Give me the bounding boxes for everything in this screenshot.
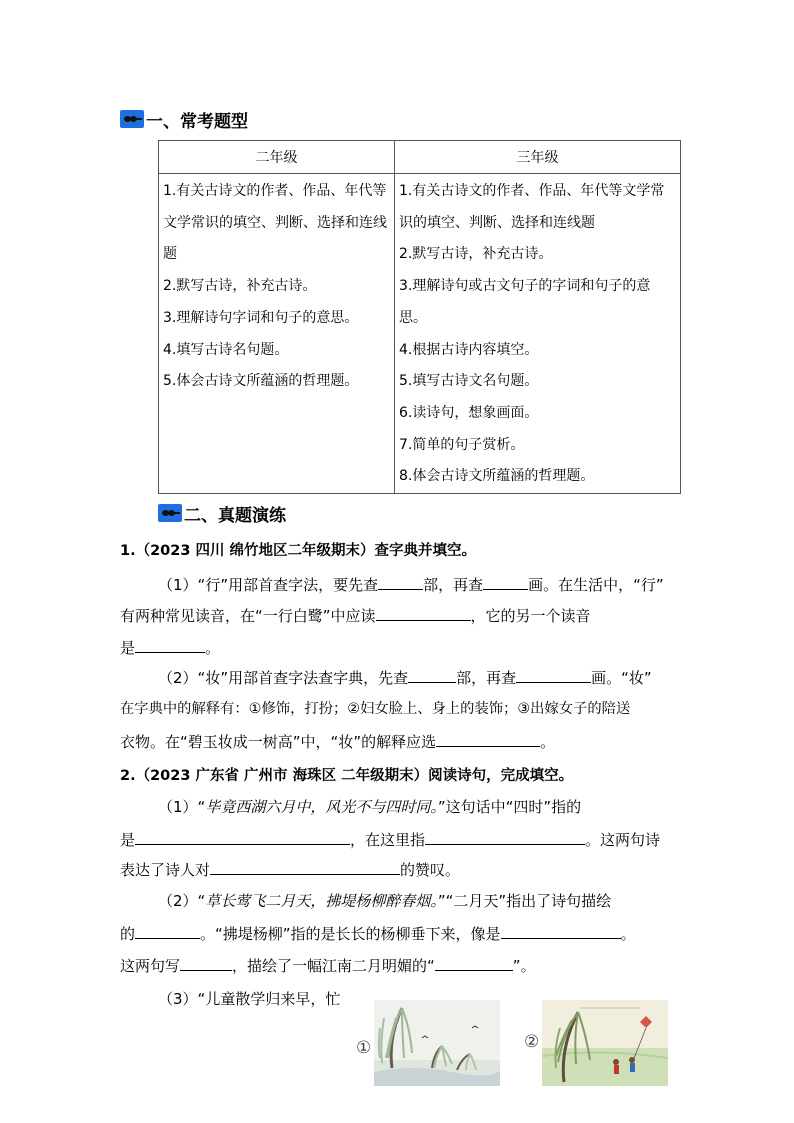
answer-blank[interactable] (135, 828, 350, 845)
q1-part1-line3: 是 。 (120, 636, 220, 658)
link-icon (158, 504, 182, 522)
grade3-cell (395, 174, 681, 494)
answer-blank[interactable] (436, 730, 540, 747)
q1-part2-line2: 在字典中的解释有：①修饰，打扮；②妇女脸上、身上的装饰；③出嫁女子的陪送 (120, 701, 631, 717)
q2-part3-line1: （3）“儿童散学归来早，忙 (158, 990, 341, 1008)
answer-blank[interactable] (425, 828, 585, 845)
q2-part1-line3: 表达了诗人对 的赞叹。 (120, 858, 460, 880)
list-item: 7.简单的句子赏析。 (399, 436, 525, 453)
list-item: 8.体会古诗文所蕴涵的哲理题。 (399, 468, 595, 485)
list-item: 3.理解诗句字词和句子的意思。 (163, 309, 359, 326)
section-title-2-text: 二、真题演练 (184, 505, 286, 526)
poem-line: 草长莺飞二月天，拂堤杨柳醉春烟。 (205, 892, 438, 910)
answer-blank[interactable] (376, 604, 471, 621)
answer-blank[interactable] (135, 636, 205, 653)
answer-blank[interactable] (378, 573, 423, 590)
question-type-table (158, 140, 681, 494)
q1-part2-line1: （2）“妆”用部首查字法查字典，先查 部，再查 画。“妆” (158, 666, 652, 688)
picture-label-2: ② (524, 1032, 540, 1052)
illustration-2 (520, 998, 670, 1088)
answer-blank[interactable] (180, 954, 232, 971)
illustration-1 (352, 998, 502, 1088)
table-header-grade2: 二年级 (159, 141, 395, 174)
children-kites-illustration (520, 998, 670, 1088)
list-item: 6.读诗句，想象画面。 (399, 404, 539, 421)
list-item: 4.根据古诗内容填空。 (399, 341, 539, 358)
table-header-grade3: 三年级 (395, 141, 681, 174)
answer-blank[interactable] (501, 922, 621, 939)
list-item: 2.默写古诗，补充古诗。 (399, 246, 553, 263)
q2-part1-line2: 是 ，在这里指 。这两句诗 (120, 828, 660, 850)
section-title-1-text: 一、常考题型 (146, 111, 248, 132)
list-item: 2.默写古诗，补充古诗。 (163, 278, 317, 295)
list-item: 1.有关古诗文的作者、作品、年代等文学常识的填空、判断、选择和连线题 (163, 183, 387, 263)
list-item: 3.理解诗句或古文句子的字词和句子的意思。 (399, 278, 651, 326)
question-1-heading: 1.（2023 四川 绵竹地区二年级期末）查字典并填空。 (120, 543, 477, 559)
list-item: 4.填写古诗名句题。 (163, 341, 289, 358)
section-title-2 (158, 500, 286, 526)
answer-blank[interactable] (408, 666, 456, 683)
q2-part2-line1: （2）“草长莺飞二月天，拂堤杨柳醉春烟。”“二月天”指出了诗句描绘 (158, 892, 612, 910)
section-title-1 (120, 106, 248, 132)
list-item: 5.填写古诗文名句题。 (399, 373, 539, 390)
answer-blank[interactable] (516, 666, 591, 683)
poem-line: 毕竟西湖六月中，风光不与四时同。 (205, 798, 438, 816)
list-item: 1.有关古诗文的作者、作品、年代等文学常识的填空、判断、选择和连线题 (399, 183, 665, 231)
answer-blank[interactable] (483, 573, 528, 590)
list-item: 5.体会古诗文所蕴涵的哲理题。 (163, 373, 359, 390)
answer-blank[interactable] (210, 858, 400, 875)
q1-part1-line1: （1）“行”用部首查字法，要先查 部，再查 画。在生活中，“行” (158, 573, 664, 595)
q2-part2-line3: 这两句写 ，描绘了一幅江南二月明媚的“ ”。 (120, 954, 536, 976)
picture-label-1: ① (356, 1038, 372, 1058)
q1-part2-line3: 衣物。在“碧玉妆成一树高”中，“妆”的解释应选 。 (120, 730, 555, 752)
answer-blank[interactable] (135, 922, 200, 939)
answer-blank[interactable] (435, 954, 513, 971)
link-icon (120, 110, 144, 128)
q1-part1-line2: 有两种常见读音，在“一行白鹭”中应读 ，它的另一个读音 (120, 604, 591, 626)
willow-landscape-illustration (352, 998, 502, 1088)
grade2-cell (159, 174, 395, 494)
question-2-heading: 2.（2023 广东省 广州市 海珠区 二年级期末）阅读诗句，完成填空。 (120, 768, 574, 784)
q2-part2-line2: 的 。“拂堤杨柳”指的是长长的杨柳垂下来，像是 。 (120, 922, 636, 944)
q2-part1-line1: （1）“毕竟西湖六月中，风光不与四时同。”这句话中“四时”指的 (158, 798, 582, 816)
